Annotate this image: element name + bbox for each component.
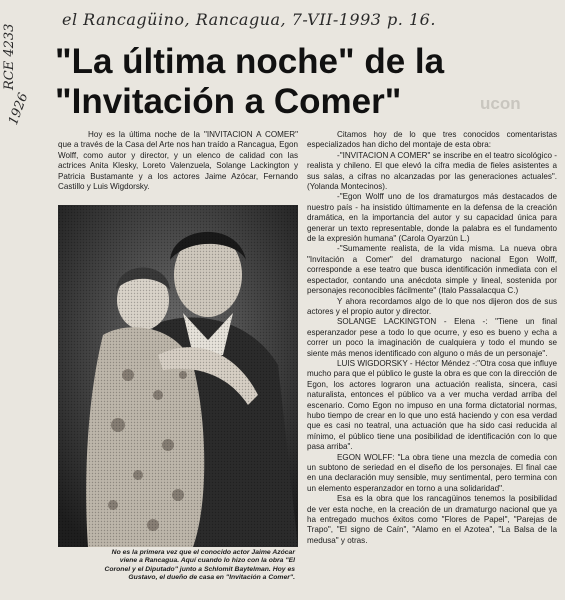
quote-paragraph: -"Egon Wolff uno de los dramaturgos más destacados de nuestro país - ha insistido últimamente en la defensa de la creación dramática, en la importancia del autor y su capacidad única para generar un texto representable, donde la palabra es el fundamento de la expresión humana" (Carola Oyarzún L.) xyxy=(307,192,557,244)
right-column xyxy=(307,130,557,546)
headline-line-2: "Invitación a Comer" xyxy=(55,82,402,121)
interview-paragraph: SOLANGE LACKINGTON - Elena -: "Tiene un final esperanzador pese a todo lo que ocurre, y eso es bueno y echa a correr un poco la imaginación de cualquiera y todo el mundo se siente más menos identificado con alguno o más de un personaje". xyxy=(307,317,557,358)
interview-paragraph: EGON WOLFF: "La obra tiene una mezcla de comedia con un subtono de seriedad en el diseño de los personajes. El final cae en una declaración muy sensible, muy sentimental, pero termina con un elemento esperanzador en torno a una solidaridad". xyxy=(307,452,557,493)
quote-paragraph: -"Sumamente realista, de la vida misma. La nueva obra "Invitación a Comer" del dramaturgo nacional Egon Wolff, corresponde a ese teatro que busca identificación inmediata con el espectador, contando una anécdota simple y lineal, sostenida por personajes reconocibles fácilmente" (Italo Passalacqua C.) xyxy=(307,244,557,296)
paragraph: Y ahora recordamos algo de lo que nos dijeron dos de sus actores y el propio autor y director. xyxy=(307,296,557,316)
headline-line-1: "La última noche" de la xyxy=(55,42,445,81)
handwritten-source-note: el Rancagüino, Rancagua, 7-VII-1993 p. 16. xyxy=(62,10,436,29)
left-column xyxy=(58,130,298,192)
theater-photo xyxy=(58,205,298,547)
headline xyxy=(55,42,560,122)
actors-embrace-image xyxy=(58,205,298,547)
handwritten-year: 1926 xyxy=(6,90,32,128)
closing-paragraph: Esa es la obra que los rancagüinos tenemos la posibilidad de ver esta noche, en la creación de un dramaturgo nacional que ya ha entregado muchos éxitos como "Flores de Papel", "Parejas de Trapo", "El signo de Caín", "Alamo en el Azotea", "La Balsa de la medusa" y otras. xyxy=(307,494,557,545)
photo-caption: No es la primera vez que el conocido actor Jaime Azócar viene a Rancagua. Aquí cuando lo hizo con la obra "El Coronel y el Diputado" junto a Schlomit Baytelman. Hoy es Gustavo, el dueño de casa en "Invitación a Comer". xyxy=(104,549,295,582)
quote-paragraph: -"INVITACION A COMER" se inscribe en el teatro sicológico -realista y chileno. El que elevó la cifra media de fieles asistentes a sus salas, a cifras no alcanzadas por las generaciones actuales". (Yolanda Montecinos). xyxy=(307,150,557,192)
paragraph: Citamos hoy de lo que tres conocidos comentaristas especializados han dicho del montaje de esta obra: xyxy=(307,130,557,150)
handwritten-reference-code: RCE 4233 xyxy=(2,23,17,90)
interview-paragraph: LUIS WIGDORSKY - Héctor Méndez -:"Otra cosa que influye mucho para que el público le guste la obra es que con la dirección de Egon, los actores lograron una actuación realista, sincera, casi naturalista, entonces el público va a ver mucha verdad arriba del escenario. Como Egon no impuso en una forma dictatorial normas, hubo tiempo de crear en lo que uno está haciendo y con esa verdad que es casi no teatral, una actuación que ha sido casi reducida al mínimo, el público tiene una posibilidad de identificación con lo que pasa arriba". xyxy=(307,358,557,452)
bleed-through-text: ucon xyxy=(480,94,521,113)
intro-paragraph: Hoy es la última noche de la "INVITACION A COMER" que a través de la Casa del Arte nos han traído a Rancagua, Egon Wolff, como autor y director, y un elenco de calidad con las actrices Anita Klesky, Loreto Valenzuela, Solange Lackington y Patricia Bustamante y a los actores Jaime Azócar, Fernando Castillo y Luis Wigdorsky. xyxy=(58,130,298,192)
